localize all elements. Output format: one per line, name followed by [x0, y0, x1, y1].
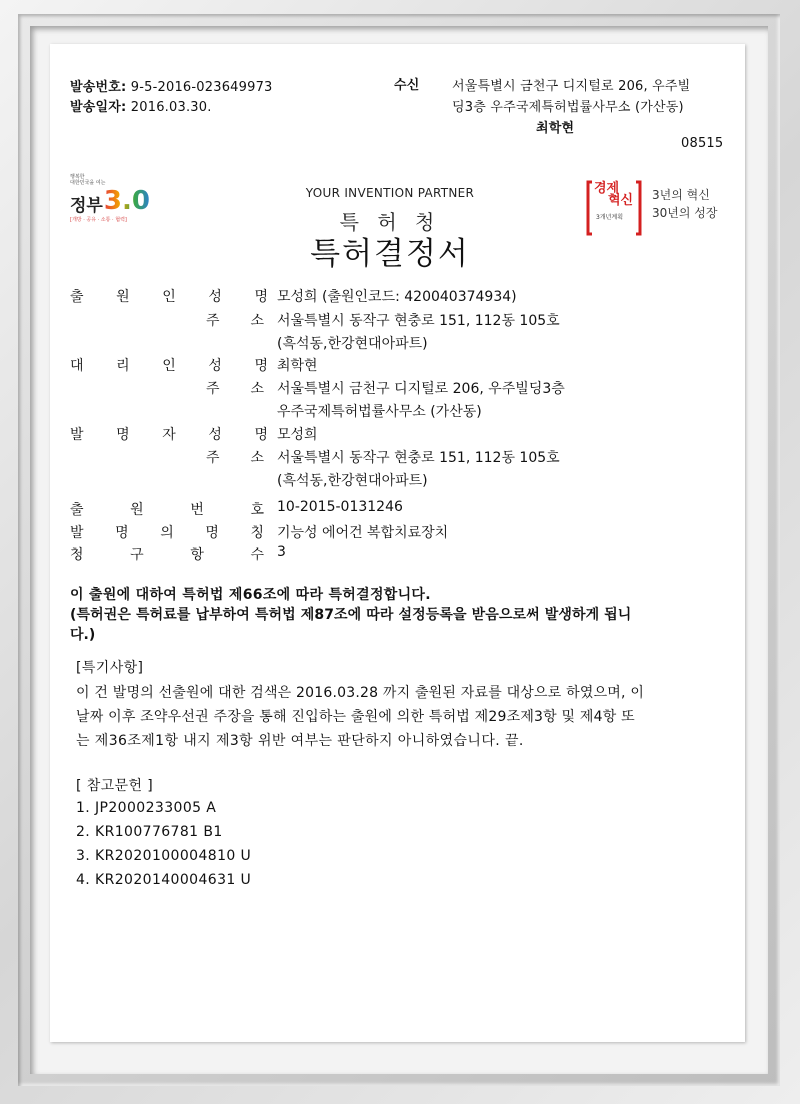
- stamp-text-2: 혁신: [608, 193, 634, 208]
- claims-count-label: [70, 544, 264, 564]
- send-number-value: 9-5-2016-023649973: [130, 80, 273, 95]
- label-char: 출: [70, 289, 84, 305]
- label-char: 호: [250, 502, 264, 518]
- remarks-heading: [특기사항]: [76, 660, 144, 676]
- label-char: 명: [116, 427, 130, 443]
- gov-logo-tagline: [개방 · 공유 · 소통 · 협력]: [70, 217, 127, 223]
- label-char: 발: [70, 525, 84, 541]
- slogan-line-2: 30년의 성장: [652, 206, 718, 220]
- label-char: 소: [250, 450, 264, 466]
- label-char: 명: [254, 427, 268, 443]
- remarks-line-2: 날짜 이후 조약우선권 주장을 통해 진입하는 출원에 의한 특허법 제29조제3항 및 제4항 또: [76, 709, 635, 725]
- label-char: 성: [208, 358, 222, 374]
- decision-line-3: 다.): [70, 627, 96, 643]
- label-char: 인: [162, 289, 176, 305]
- send-number: [70, 76, 273, 95]
- stamp-subtext: 3개년계획: [596, 214, 624, 221]
- gov-logo-version: 3.0: [103, 186, 150, 216]
- label-char: 출: [70, 502, 84, 518]
- send-date-value: 2016.03.30.: [130, 100, 212, 115]
- gov-logo-slogan-2: 대한민국을 여는: [70, 180, 106, 186]
- inventor-address-line2: (흑석동,한강현대아파트): [277, 473, 428, 489]
- agent-address-line2: 우주국제특허법률사무소 (가산동): [277, 404, 482, 420]
- document-title: 특허결정서: [310, 236, 470, 272]
- agent-name: 최학현: [277, 358, 318, 374]
- applicant-address-label: [206, 310, 264, 330]
- slogan-line-1: 3년의 혁신: [652, 188, 710, 202]
- decision-line-2: (특허권은 특허료를 납부하여 특허법 제87조에 따라 설정등록을 받음으로써 발생하게 됩니: [70, 607, 632, 623]
- stamp-text-1: 경제: [594, 181, 620, 196]
- remarks-line-3: 는 제36조제1항 내지 제3항 위반 여부는 판단하지 아니하였습니다. 끝.: [76, 733, 524, 749]
- reference-item: 1. JP2000233005 A: [76, 800, 217, 816]
- application-number: 10-2015-0131246: [277, 499, 403, 515]
- label-char: 원: [130, 502, 144, 518]
- claims-count: 3: [277, 544, 286, 560]
- invention-title-label: [70, 522, 264, 542]
- recipient-name: 최학현: [536, 121, 575, 136]
- label-char: 명: [205, 525, 219, 541]
- office-tagline: YOUR INVENTION PARTNER: [305, 186, 475, 200]
- reference-item: 4. KR2020140004631 U: [76, 872, 252, 888]
- recipient-label: 수신: [394, 78, 420, 93]
- label-char: 자: [162, 427, 176, 443]
- decision-line-1: 이 출원에 대하여 특허법 제66조에 따라 특허결정합니다.: [70, 587, 431, 603]
- label-char: 항: [190, 547, 204, 563]
- gov-logo-slogan-1: 행복한: [70, 174, 85, 180]
- label-char: 원: [116, 289, 130, 305]
- label-char: 주: [206, 381, 220, 397]
- label-char: 성: [208, 427, 222, 443]
- agent-address-label: [206, 378, 264, 398]
- applicant-address-line2: (흑석동,한강현대아파트): [277, 336, 428, 352]
- label-char: 칭: [250, 525, 264, 541]
- applicant-name: 모성희 (출원인코드: 420040374934): [277, 289, 517, 305]
- label-char: 소: [250, 381, 264, 397]
- inventor-address-label: [206, 447, 264, 467]
- agent-name-label: [70, 355, 268, 375]
- send-date-label: 발송일자:: [70, 100, 127, 115]
- agent-address-line1: 서울특별시 금천구 디지털로 206, 우주빌딩3층: [277, 381, 565, 397]
- label-char: 수: [250, 547, 264, 563]
- applicant-address-line1: 서울특별시 동작구 현충로 151, 112동 105호: [277, 313, 560, 329]
- economic-innovation-logo: [586, 180, 726, 236]
- office-name: 특 허 청: [339, 210, 441, 234]
- inventor-address-line1: 서울특별시 동작구 현충로 151, 112동 105호: [277, 450, 560, 466]
- government-3-0-logo: [70, 174, 160, 236]
- remarks-line-1: 이 건 발명의 선출원에 대한 검색은 2016.03.28 까지 출원된 자료를 대상으로 하였으며, 이: [76, 685, 645, 701]
- label-char: 명: [254, 289, 268, 305]
- label-char: 주: [206, 450, 220, 466]
- label-char: 인: [162, 358, 176, 374]
- applicant-name-label: [70, 286, 268, 306]
- send-number-label: 발송번호:: [70, 80, 127, 95]
- label-char: 구: [130, 547, 144, 563]
- inventor-name-label: [70, 424, 268, 444]
- label-char: 의: [160, 525, 174, 541]
- send-date: [70, 96, 212, 115]
- label-char: 명: [254, 358, 268, 374]
- invention-title: 기능성 에어건 복합치료장치: [277, 525, 449, 541]
- references-heading: [ 참고문헌 ]: [76, 778, 154, 794]
- label-char: 청: [70, 547, 84, 563]
- label-char: 명: [115, 525, 129, 541]
- label-char: 소: [250, 313, 264, 329]
- recipient-address-line1: 서울특별시 금천구 디지털로 206, 우주빌: [452, 79, 691, 94]
- recipient-address-line2: 딩3층 우주국제특허법률사무소 (가산동): [452, 100, 684, 115]
- postal-code: 08515: [681, 136, 724, 151]
- reference-item: 2. KR100776781 B1: [76, 824, 223, 840]
- gov-logo-main: 정부: [70, 196, 103, 216]
- label-char: 성: [208, 289, 222, 305]
- inventor-name: 모성희: [277, 427, 318, 443]
- application-number-label: [70, 499, 264, 519]
- label-char: 발: [70, 427, 84, 443]
- label-char: 번: [190, 502, 204, 518]
- reference-item: 3. KR2020100004810 U: [76, 848, 252, 864]
- label-char: 주: [206, 313, 220, 329]
- label-char: 리: [116, 358, 130, 374]
- label-char: 대: [70, 358, 84, 374]
